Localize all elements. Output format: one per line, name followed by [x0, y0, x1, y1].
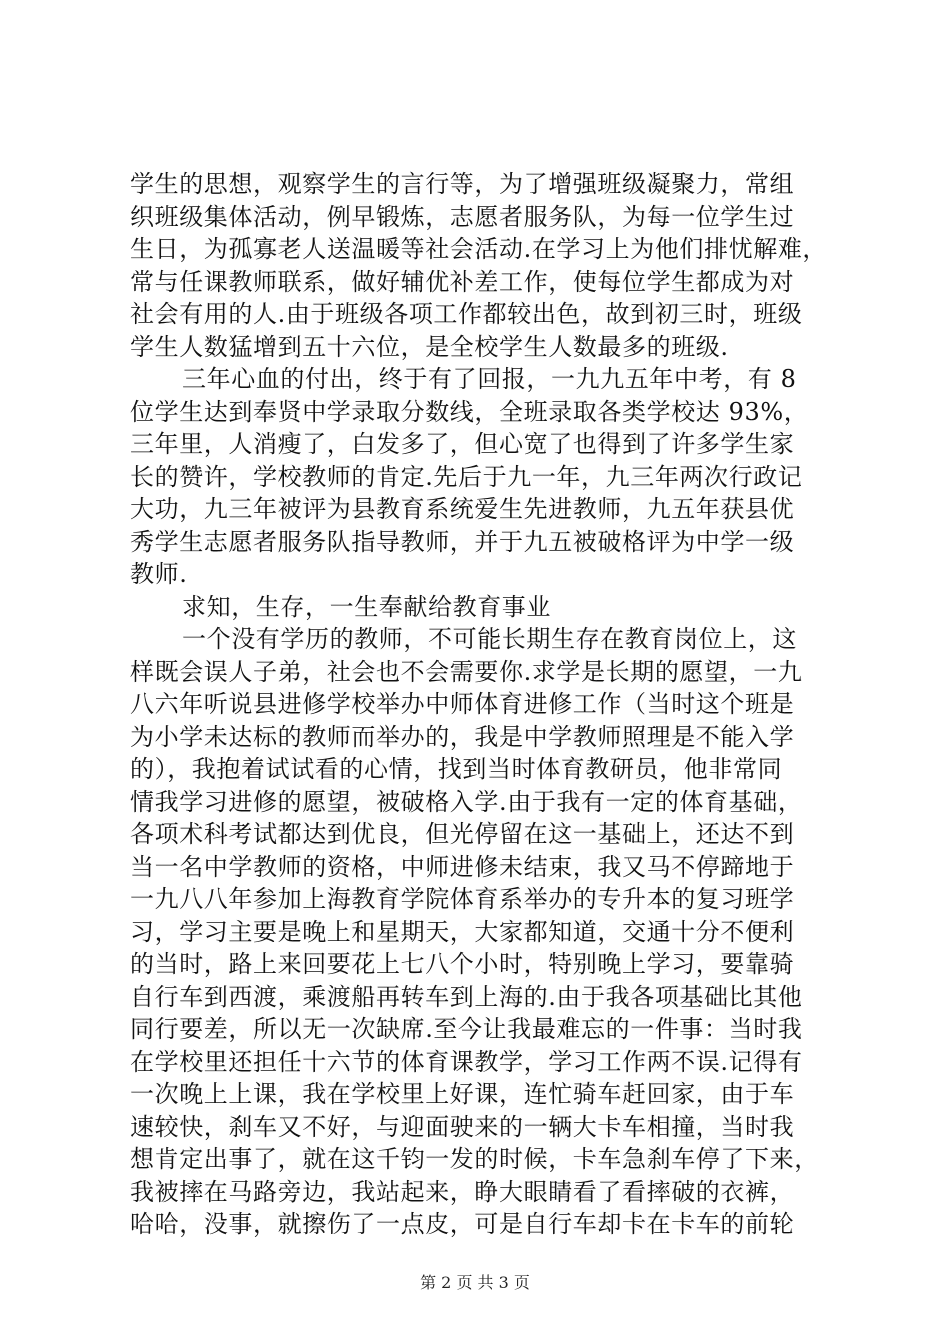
text-line: 教师.: [130, 560, 188, 588]
text-line: 求知，生存，一生奉献给教育事业: [182, 592, 551, 621]
text-line: 样既会误人子弟，社会也不会需要你.求学是长期的愿望，一九: [130, 657, 803, 686]
text-line: 秀学生志愿者服务队指导教师，并于九五被破格评为中学一级: [130, 527, 795, 556]
text-line: 的当时，路上来回要花上七八个小时，特别晚上学习，要靠骑: [130, 950, 795, 978]
text-line: 位学生达到奉贤中学录取分数线，全班录取各类学校达 93%，: [130, 397, 809, 426]
text-line: 织班级集体活动，例早锻炼，志愿者服务队，为每一位学生过: [130, 202, 795, 231]
text-line: 的），我抱着试试看的心情，找到当时体育教研员，他非常同: [130, 755, 783, 783]
text-line: 在学校里还担任十六节的体育课教学，学习工作两不误.记得有: [130, 1047, 803, 1076]
text-line: 想肯定出事了，就在这千钧一发的时候，卡车急刹车停了下来，: [130, 1145, 819, 1173]
text-line: 三年心血的付出，终于有了回报，一九九五年中考，有 8: [182, 365, 797, 393]
text-line: 自行车到西渡，乘渡船再转车到上海的.由于我各项基础比其他: [130, 982, 803, 1011]
text-line: 三年里，人消瘦了，白发多了，但心宽了也得到了许多学生家: [130, 430, 795, 458]
text-line: 我被摔在马路旁边，我站起来，睁大眼睛看了看摔破的衣裤，: [130, 1177, 795, 1206]
document-body: [130, 168, 830, 1241]
text-line: 学生的思想，观察学生的言行等，为了增强班级凝聚力，常组: [130, 170, 795, 198]
text-line: 当一名中学教师的资格，中师进修未结束，我又马不停蹄地于: [130, 852, 795, 881]
text-line: 常与任课教师联系，做好辅优补差工作，使每位学生都成为对: [130, 267, 795, 296]
text-line: 八六年听说县进修学校举办中师体育进修工作（当时这个班是: [130, 690, 795, 718]
text-line: 一个没有学历的教师，不可能长期生存在教育岗位上，这: [182, 625, 797, 653]
text-line: 一次晚上上课，我在学校里上好课，连忙骑车赶回家，由于车: [130, 1080, 795, 1108]
text-line: 长的赞许，学校教师的肯定.先后于九一年，九三年两次行政记: [130, 462, 803, 491]
text-line: 情我学习进修的愿望，被破格入学.由于我有一定的体育基础，: [130, 787, 803, 816]
text-line: 学生人数猛增到五十六位，是全校学生人数最多的班级.: [130, 332, 729, 361]
text-line: 生日，为孤寡老人送温暖等社会活动.在学习上为他们排忧解难，: [130, 235, 828, 263]
text-line: 哈哈，没事，就擦伤了一点皮，可是自行车却卡在卡车的前轮: [130, 1210, 795, 1238]
text-line: 同行要差，所以无一次缺席.至今让我最难忘的一件事：当时我: [130, 1015, 803, 1043]
text-line: 各项术科考试都达到优良，但光停留在这一基础上，还达不到: [130, 820, 795, 848]
text-line: 速较快，刹车又不好，与迎面驶来的一辆大卡车相撞，当时我: [130, 1112, 795, 1141]
text-line: 为小学未达标的教师而举办的，我是中学教师照理是不能入学: [130, 722, 795, 751]
text-line: 社会有用的人.由于班级各项工作都较出色，故到初三时，班级: [130, 300, 803, 328]
page-number-footer: 第 2 页 共 3 页: [420, 1273, 530, 1292]
text-line: 一九八八年参加上海教育学院体育系举办的专升本的复习班学: [130, 885, 795, 913]
text-line: 习，学习主要是晚上和星期天，大家都知道，交通十分不便利: [130, 917, 795, 946]
text-line: 大功，九三年被评为县教育系统爱生先进教师，九五年获县优: [130, 495, 795, 523]
